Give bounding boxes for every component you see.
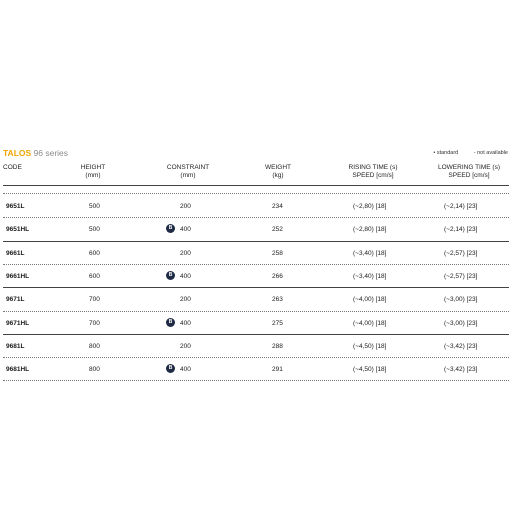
cell-lowering: (~3,42) [23]	[444, 342, 478, 350]
row-separator	[3, 193, 509, 194]
header-constraint-label: CONSTRAINT	[166, 164, 210, 171]
cell-rising: (~4,50) [18]	[353, 366, 387, 374]
cell-weight: 263	[272, 296, 283, 304]
cell-code: 9651L	[6, 203, 25, 210]
cell-rising: (~3,40) [18]	[353, 272, 387, 280]
cell-code: 9661L	[6, 249, 25, 257]
cell-rising: (~2,80) [18]	[353, 226, 387, 234]
header-code-label: CODE	[3, 164, 22, 171]
cell-rising: (~4,00) [18]	[353, 296, 387, 304]
legend	[419, 150, 508, 156]
cell-constraint: 400	[180, 366, 191, 374]
cell-lowering: (~2,14) [23]	[444, 203, 478, 210]
cell-constraint: 200	[180, 249, 191, 257]
table-row	[3, 218, 509, 241]
cell-height: 700	[89, 296, 100, 304]
cell-lowering: (~2,14) [23]	[444, 226, 478, 234]
header-height-unit: (mm)	[85, 172, 101, 179]
brand-name: TALOS	[3, 148, 32, 158]
header-height	[73, 164, 113, 180]
cell-lowering: (~3,00) [23]	[444, 319, 478, 327]
table-row	[3, 288, 509, 311]
header-weight	[258, 164, 298, 180]
table-row	[3, 242, 509, 265]
cell-weight: 234	[272, 203, 283, 210]
series-label: 96 series	[31, 148, 69, 158]
cell-constraint: 400	[180, 226, 191, 234]
constraint-badge-icon: B	[166, 271, 175, 280]
header-lowering-unit: SPEED [cm/s]	[448, 172, 490, 179]
header-lowering-label: LOWERING TIME (s)	[438, 164, 500, 171]
cell-code: 9671L	[6, 296, 25, 304]
cell-height: 500	[89, 226, 100, 234]
header-height-label: HEIGHT	[80, 164, 106, 171]
header-weight-unit: (kg)	[272, 172, 284, 179]
header-constraint-unit: (mm)	[180, 172, 196, 179]
cell-weight: 252	[272, 226, 283, 234]
table-title	[3, 148, 68, 158]
cell-rising: (~4,50) [18]	[353, 342, 387, 350]
header-rising-unit: SPEED [cm/s]	[352, 172, 394, 179]
cell-height: 700	[89, 319, 100, 327]
table-row	[3, 312, 509, 335]
cell-lowering: (~3,00) [23]	[444, 296, 478, 304]
cell-constraint: 200	[180, 296, 191, 304]
cell-lowering: (~2,57) [23]	[444, 272, 478, 280]
cell-constraint: 200	[180, 203, 191, 210]
header-constraint	[158, 164, 218, 180]
constraint-badge-icon: B	[166, 224, 175, 233]
table-row	[3, 335, 509, 358]
cell-weight: 258	[272, 249, 283, 257]
table-header	[3, 164, 509, 184]
cell-height: 800	[89, 342, 100, 350]
cell-height: 500	[89, 203, 100, 210]
cell-code: 9671HL	[6, 319, 30, 327]
constraint-badge-icon: B	[166, 318, 175, 327]
cell-constraint: 200	[180, 342, 191, 350]
cell-rising: (~3,40) [18]	[353, 249, 387, 257]
header-lowering	[428, 164, 510, 180]
cell-code: 9651HL	[6, 226, 30, 234]
cell-weight: 291	[272, 366, 283, 374]
cell-height: 600	[89, 249, 100, 257]
cell-weight: 275	[272, 319, 283, 327]
table-row	[3, 358, 509, 381]
header-rising-label: RISING TIME (s)	[348, 164, 398, 171]
constraint-badge-icon: B	[166, 364, 175, 373]
legend-standard: • standard	[433, 150, 459, 156]
legend-not-available: - not available	[473, 150, 508, 156]
row-separator	[3, 380, 509, 381]
cell-weight: 266	[272, 272, 283, 280]
cell-code: 9681HL	[6, 366, 30, 374]
table-row	[3, 195, 509, 218]
cell-height: 600	[89, 272, 100, 280]
cell-height: 800	[89, 366, 100, 374]
header-weight-label: WEIGHT	[265, 164, 291, 171]
cell-constraint: 400	[180, 319, 191, 327]
header-divider	[3, 185, 509, 186]
cell-rising: (~2,80) [18]	[353, 203, 387, 210]
cell-constraint: 400	[180, 272, 191, 280]
header-code	[3, 164, 22, 172]
cell-weight: 288	[272, 342, 283, 350]
cell-lowering: (~2,57) [23]	[444, 249, 478, 257]
cell-code: 9681L	[6, 342, 25, 350]
cell-rising: (~4,00) [18]	[353, 319, 387, 327]
cell-lowering: (~3,42) [23]	[444, 366, 478, 374]
cell-code: 9661HL	[6, 272, 30, 280]
header-rising	[333, 164, 413, 180]
table-row	[3, 265, 509, 288]
